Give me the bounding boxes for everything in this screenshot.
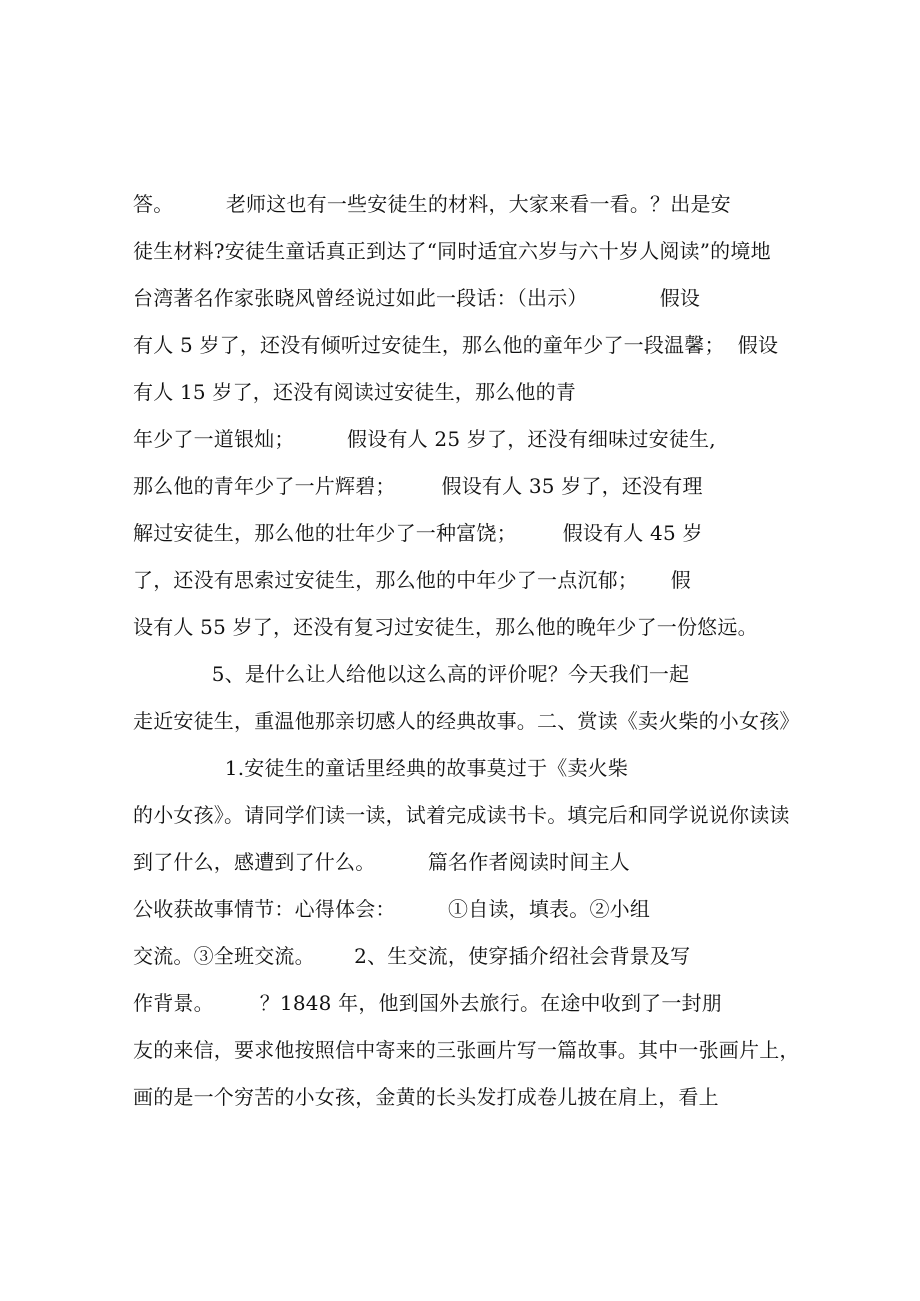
text-line: 有人 15 岁了，还没有阅读过安徒生，那么他的青 [133,380,576,404]
text-line: 到了什么，感遭到了什么。 篇名作者阅读时间主人 [133,850,630,874]
text-line: 设有人 55 岁了，还没有复习过安徒生，那么他的晚年少了一份悠远。 [133,615,758,639]
text-line: 1.安徒生的童话里经典的故事莫过于《卖火柴 [133,756,629,780]
text-line: 作背景。 ？1848 年，他到国外去旅行。在途中收到了一封朋 [133,991,722,1015]
text-line: 交流。③全班交流。 2、生交流，使穿插介绍社会背景及写 [133,944,691,968]
text-line: 台湾著名作家张晓风曾经说过如此一段话：（出示） 假设 [133,286,701,310]
text-line: 解过安徒生，那么他的壮年少了一种富饶； 假设有人 45 岁 [133,521,703,545]
text-line: 年少了一道银灿； 假设有人 25 岁了，还没有细味过安徒生, [133,427,716,451]
text-line: 走近安徒生，重温他那亲切感人的经典故事。二、赏读《卖火柴的小女孩》 [133,709,800,733]
text-line: 5、是什么让人给他以这么高的评价呢？今天我们一起 [133,662,690,686]
text-line: 画的是一个穷苦的小女孩，金黄的长头发打成卷儿披在肩上，看上 [133,1085,719,1109]
text-line: 的小女孩》。请同学们读一读，试着完成读书卡。填完后和同学说说你读读 [133,803,790,827]
text-line: 友的来信，要求他按照信中寄来的三张画片写一篇故事。其中一张画片上， [133,1038,800,1062]
text-line: 徒生材料?安徒生童话真正到达了“同时适宜六岁与六十岁人阅读”的境地 [133,239,771,263]
text-line: 了，还没有思索过安徒生，那么他的中年少了一点沉郁； 假 [133,568,691,592]
text-line: 答。 老师这也有一些安徒生的材料，大家来看一看。？出是安 [133,192,731,216]
text-line: 那么他的青年少了一片辉碧； 假设有人 35 岁了，还没有理 [133,474,703,498]
text-line: 公收获故事情节：心得体会： ①自读，填表。②小组 [133,897,651,921]
text-line: 有人 5 岁了，还没有倾听过安徒生，那么他的童年少了一段温馨； 假设 [133,333,779,357]
